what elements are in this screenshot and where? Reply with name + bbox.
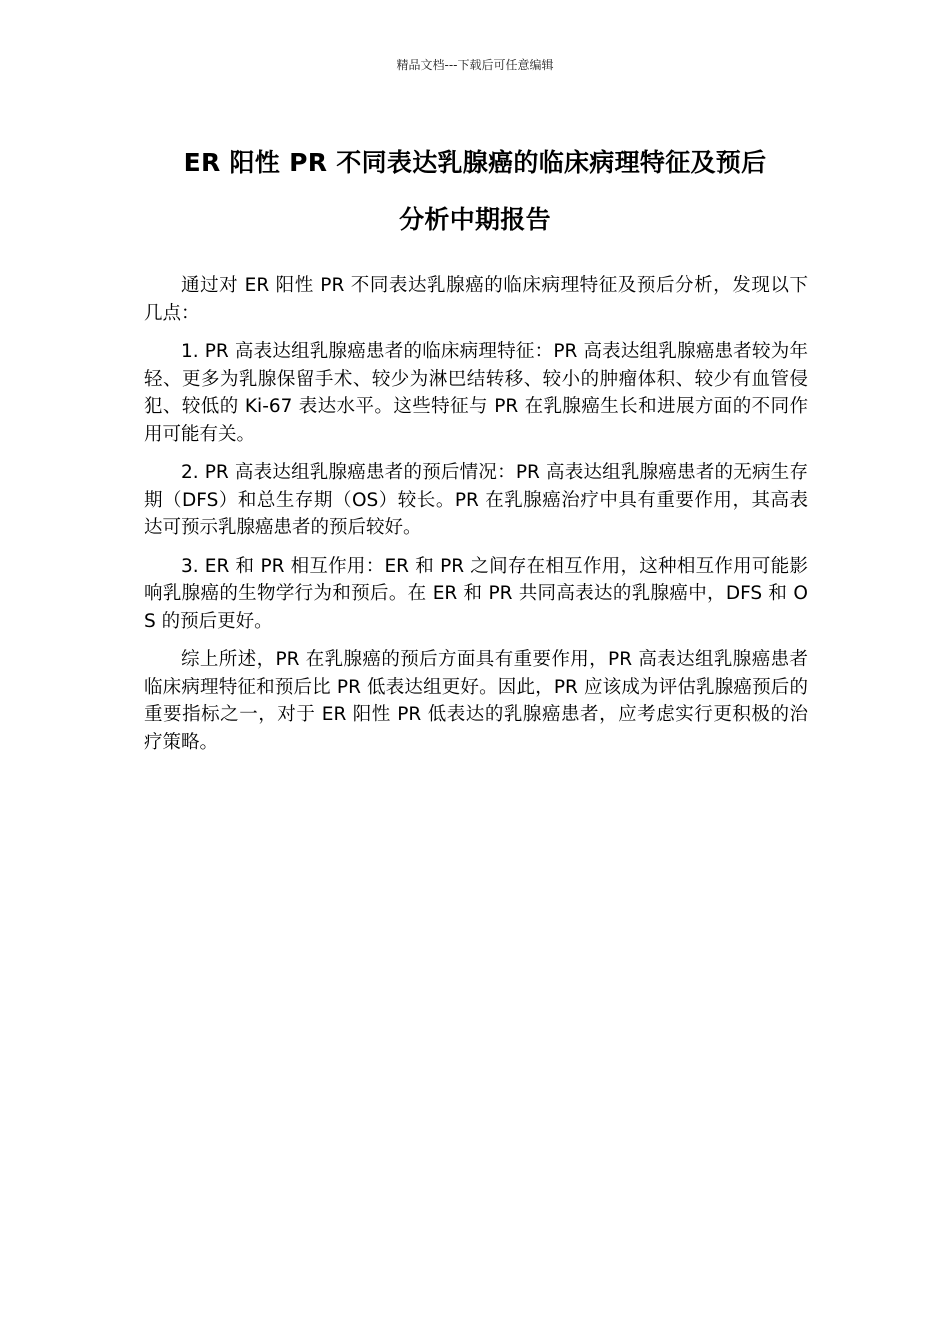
- title-line-1: ER 阳性 PR 不同表达乳腺癌的临床病理特征及预后: [183, 148, 767, 177]
- finding-3-paragraph: 3. ER 和 PR 相互作用：ER 和 PR 之间存在相互作用，这种相互作用可能影响乳腺癌的生物学行为和预后。在 ER 和 PR 共同高表达的乳腺癌中，DFS 和 OS 的预后更好。: [144, 555, 808, 632]
- page-header-note: 精品文档---下载后可任意编辑: [396, 58, 554, 72]
- document-body: [144, 272, 808, 767]
- document-title: [120, 134, 830, 248]
- title-line-2: 分析中期报告: [399, 205, 551, 234]
- finding-1-paragraph: 1. PR 高表达组乳腺癌患者的临床病理特征：PR 高表达组乳腺癌患者较为年轻、更多为乳腺保留手术、较少为淋巴结转移、较小的肿瘤体积、较少有血管侵犯、较低的 Ki-67 表达水平。这些特征与 PR 在乳腺癌生长和进展方面的不同作用可能有关。: [144, 341, 808, 445]
- conclusion-paragraph: 综上所述，PR 在乳腺癌的预后方面具有重要作用，PR 高表达组乳腺癌患者临床病理特征和预后比 PR 低表达组更好。因此，PR 应该成为评估乳腺癌预后的重要指标之一，对于 ER 阳性 PR 低表达的乳腺癌患者，应考虑实行更积极的治疗策略。: [144, 649, 808, 753]
- finding-2-paragraph: 2. PR 高表达组乳腺癌患者的预后情况：PR 高表达组乳腺癌患者的无病生存期（DFS）和总生存期（OS）较长。PR 在乳腺癌治疗中具有重要作用，其高表达可预示乳腺癌患者的预后较好。: [144, 462, 808, 538]
- intro-paragraph: 通过对 ER 阳性 PR 不同表达乳腺癌的临床病理特征及预后分析，发现以下几点：: [144, 275, 808, 324]
